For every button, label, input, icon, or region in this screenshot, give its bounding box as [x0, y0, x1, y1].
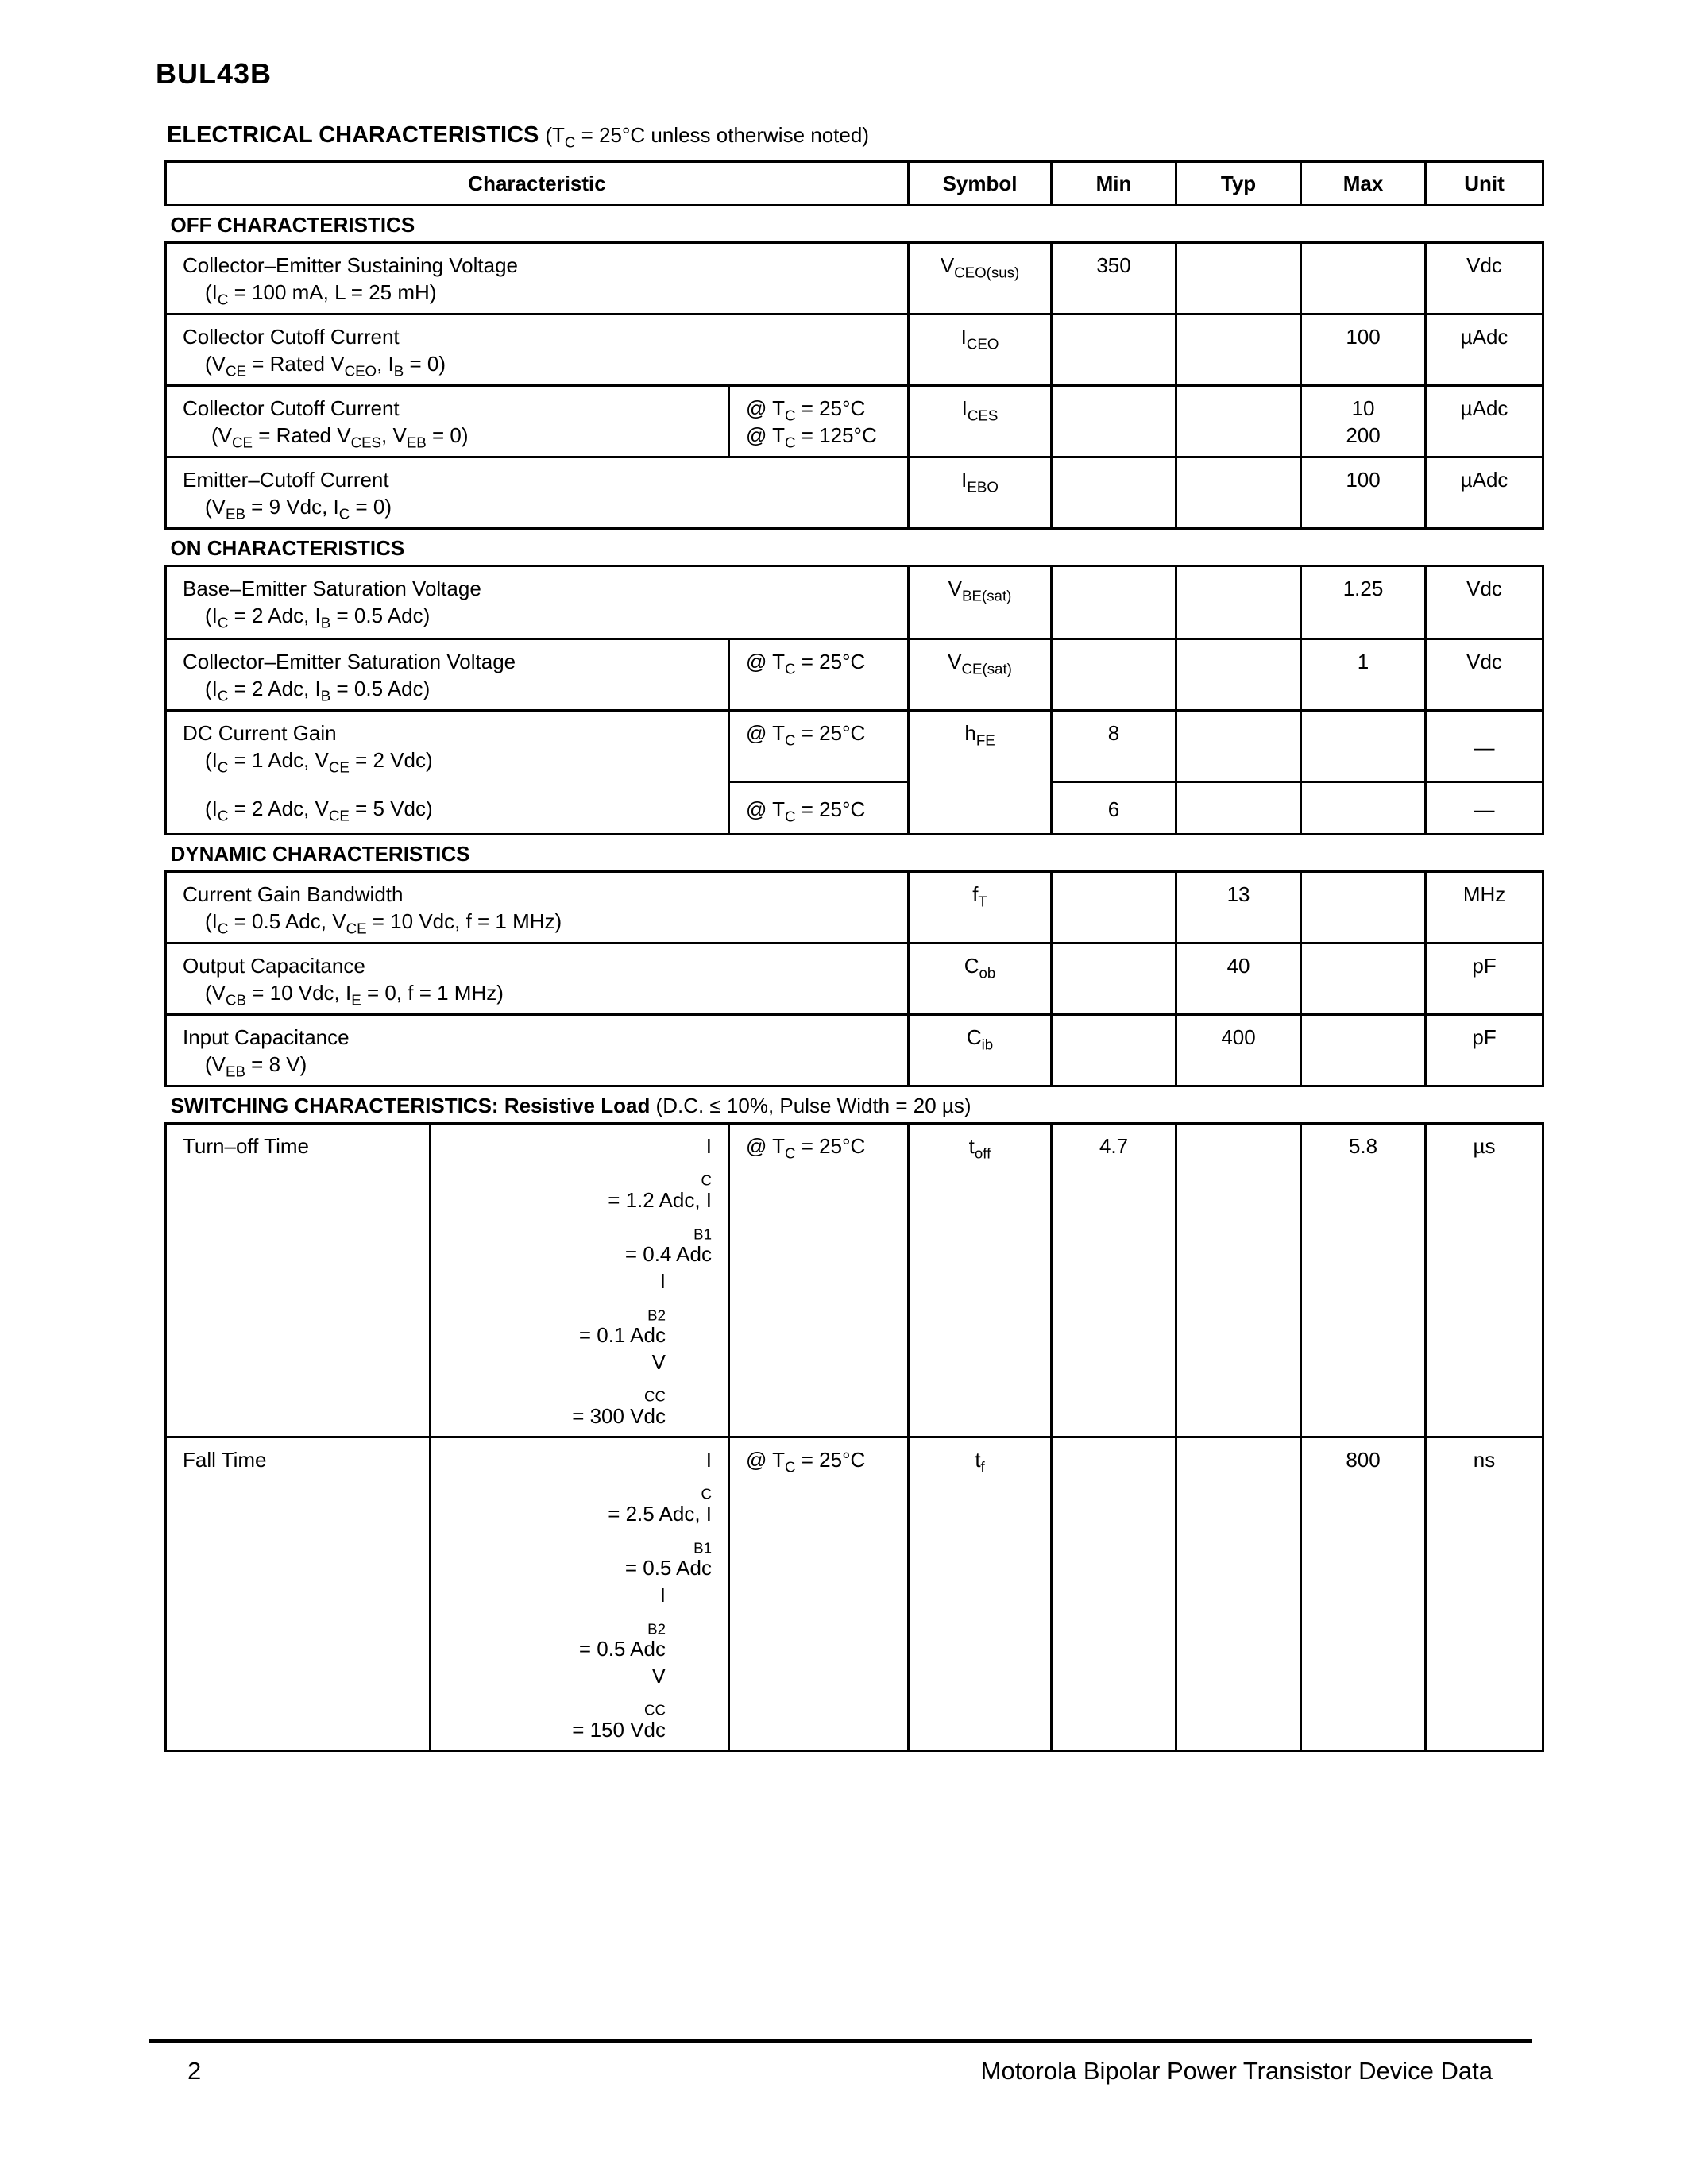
table-row: Collector Cutoff Current ($V_{CE}$ = Rated $V_{CEO}$, $I_B = 0$) $I_{CEO}$ 100 µAdc [166, 314, 1543, 386]
col-header-max: Max [1301, 162, 1426, 206]
col-header-characteristic: Characteristic [166, 162, 909, 206]
table-row: DC Current Gain ($I_C = 1$ Adc, $V_{CE} = 2$ Vdc) @ $T_C = 25^\circ C$ $h_{FE}$ 8 — [166, 711, 1543, 782]
col-header-symbol: Symbol [909, 162, 1052, 206]
section-on: ON CHARACTERISTICS [166, 529, 1543, 566]
symbol-cell: $C_{ib}$ [909, 1015, 1052, 1086]
col-header-min: Min [1052, 162, 1176, 206]
table-row: Emitter–Cutoff Current ($V_{EB} = 9$ Vdc, $I_C = 0$) $I_{EBO}$ 100 µAdc [166, 457, 1543, 529]
section-switching: SWITCHING CHARACTERISTICS: Resistive Load (D.C. ≤ 10%, Pulse Width = 20 µs) [166, 1086, 1543, 1124]
symbol-cell: $f_T$ [909, 872, 1052, 943]
page-number: 2 [187, 2057, 202, 2085]
table-row: ($I_C = 2$ Adc, $V_{CE} = 5$ Vdc) @ $T_C = 25^\circ C$ 6 — [166, 782, 1543, 835]
symbol-cell: $V_{CEO(sus)}$ [909, 243, 1052, 314]
table-row: Base–Emitter Saturation Voltage ($I_C = 2$ Adc, $I_B = 0.5$ Adc) $V_{BE(sat)}$ 1.25 Vdc [166, 566, 1543, 639]
symbol-cell: $C_{ob}$ [909, 943, 1052, 1015]
temperature-cell: @ $T_C = 25^\circ C$ [729, 639, 909, 711]
col-header-unit: Unit [1426, 162, 1543, 206]
table-header-row [166, 162, 1543, 206]
symbol-cell: $t_f$ [909, 1437, 1052, 1751]
symbol-cell: $V_{CE(sat)}$ [909, 639, 1052, 711]
symbol-cell: $I_{EBO}$ [909, 457, 1052, 529]
switching-conditions: I $_C$ = 2.5 Adc, I $_{B1}$ = 0.5 Adc I $_{B2}$ = 0.5 Adc V $_{CC}$ = 150 Vdc [431, 1437, 729, 1751]
table-row: Turn–off Time I $_C$ = 1.2 Adc, I $_{B1}$ = 0.4 Adc I $_{B2}$ = 0.1 Adc V $_{CC}$ = 300 Vdc @ $T_C = 25^\circ C$ $t_{off}$ 4.7 5.8 µs [166, 1124, 1543, 1437]
footer-title: Motorola Bipolar Power Transistor Device Data [980, 2057, 1493, 2085]
symbol-cell: $V_{BE(sat)}$ [909, 566, 1052, 639]
temperature-cell: @ $T_C = 25^\circ C$ [729, 782, 909, 835]
temperature-cell: @ $T_C = 25^\circ C$ @ $T_C = 125^\circ C$ [729, 386, 909, 457]
symbol-cell: $I_{CEO}$ [909, 314, 1052, 386]
table-row: Current Gain Bandwidth ($I_C = 0.5$ Adc, $V_{CE} = 10$ Vdc, f = 1 MHz) $f_T$ 13 MHz [166, 872, 1543, 943]
table-row: Collector Cutoff Current ($V_{CE}$ = Rated $V_{CES}$, $V_{EB} = 0$) @ $T_C = 25^\circ C$ @ $T_C = 125^\circ C$ $I_{CES}$ 10 200 µAdc [166, 386, 1543, 457]
col-header-typ: Typ [1176, 162, 1301, 206]
section-title-main: ELECTRICAL CHARACTERISTICS [167, 122, 539, 148]
electrical-characteristics-table [164, 160, 1544, 1752]
switching-conditions: I $_C$ = 1.2 Adc, I $_{B1}$ = 0.4 Adc I $_{B2}$ = 0.1 Adc V $_{CC}$ = 300 Vdc [431, 1124, 729, 1437]
symbol-cell: $I_{CES}$ [909, 386, 1052, 457]
temperature-cell: @ $T_C = 25^\circ C$ [729, 1437, 909, 1751]
table-row: Input Capacitance ($V_{EB} = 8$ V) $C_{ib}$ 400 pF [166, 1015, 1543, 1086]
table-row: Fall Time I $_C$ = 2.5 Adc, I $_{B1}$ = 0.5 Adc I $_{B2}$ = 0.5 Adc V $_{CC}$ = 150 Vdc @ $T_C = 25^\circ C$ $t_f$ 800 ns [166, 1437, 1543, 1751]
symbol-cell: $t_{off}$ [909, 1124, 1052, 1437]
table-row: Collector–Emitter Saturation Voltage ($I_C = 2$ Adc, $I_B = 0.5$ Adc) @ $T_C = 25^\circ C$ $V_{CE(sat)}$ 1 Vdc [166, 639, 1543, 711]
temperature-cell: @ $T_C = 25^\circ C$ [729, 711, 909, 782]
part-number: BUL43B [156, 57, 272, 90]
section-off: OFF CHARACTERISTICS [166, 206, 1543, 243]
table-row: Collector–Emitter Sustaining Voltage ($I_C = 100$ mA, L = 25 mH) $V_{CEO(sus)}$ 350 Vdc [166, 243, 1543, 314]
footer-divider [149, 2039, 1532, 2043]
section-title-note: ($T_C = 25^\circ C$ unless otherwise noted) [545, 123, 869, 151]
symbol-cell: $h_{FE}$ [909, 711, 1052, 835]
temperature-cell: @ $T_C = 25^\circ C$ [729, 1124, 909, 1437]
section-title [167, 122, 869, 149]
section-dynamic: DYNAMIC CHARACTERISTICS [166, 835, 1543, 872]
table-row: Output Capacitance ($V_{CB} = 10$ Vdc, $I_E = 0$, f = 1 MHz) $C_{ob}$ 40 pF [166, 943, 1543, 1015]
